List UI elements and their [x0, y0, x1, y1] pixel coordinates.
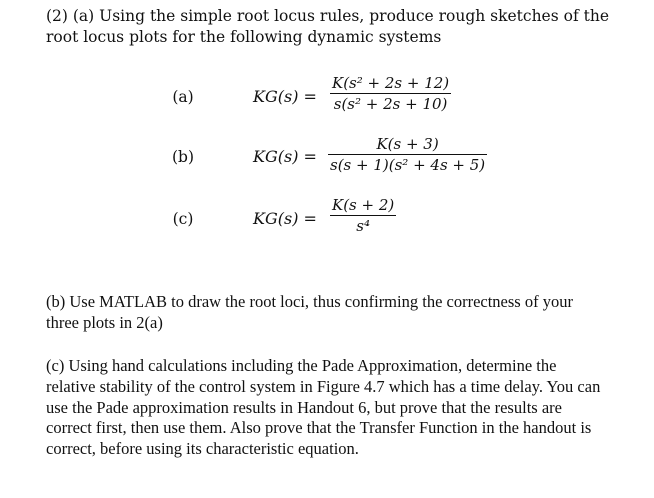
- part-b-text: (b) Use MATLAB to draw the root loci, thus confirming the correctness of your three plots in 2(a): [46, 292, 573, 332]
- system-b-fraction: [328, 135, 487, 174]
- system-a-lhs: KG(s) =: [253, 87, 317, 106]
- system-a-numerator: K(s² + 2s + 12): [332, 74, 450, 92]
- system-b-denominator: s(s + 1)(s² + 4s + 5): [330, 156, 486, 174]
- system-b-label: (b): [171, 148, 195, 166]
- system-a-denominator: s(s² + 2s + 10): [333, 95, 448, 113]
- system-a-fraction: [330, 74, 451, 113]
- system-c-lhs: KG(s) =: [253, 209, 317, 228]
- system-b-numerator: K(s + 3): [376, 135, 439, 153]
- part-c-text: (c) Using hand calculations including the Pade Approximation, determine the relative stability of the control system in Figure 4.7 which has a time delay. You can use the Pade approximation results in Handout 6, but prove that the results are correct first, then use them. Also prove that the Transfer Function in the handout is correct, before using its characteristic equation.: [46, 356, 601, 459]
- system-c-denominator: s⁴: [356, 217, 370, 235]
- system-a-label: (a): [172, 88, 194, 106]
- system-c-fraction: [330, 196, 396, 235]
- system-b-lhs: KG(s) =: [253, 147, 317, 166]
- question-intro: (2) (a) Using the simple root locus rules, produce rough sketches of the root locus plots for the following dynamic systems: [46, 7, 609, 46]
- system-c-label: (c): [172, 210, 194, 228]
- system-c-numerator: K(s + 2): [332, 196, 395, 214]
